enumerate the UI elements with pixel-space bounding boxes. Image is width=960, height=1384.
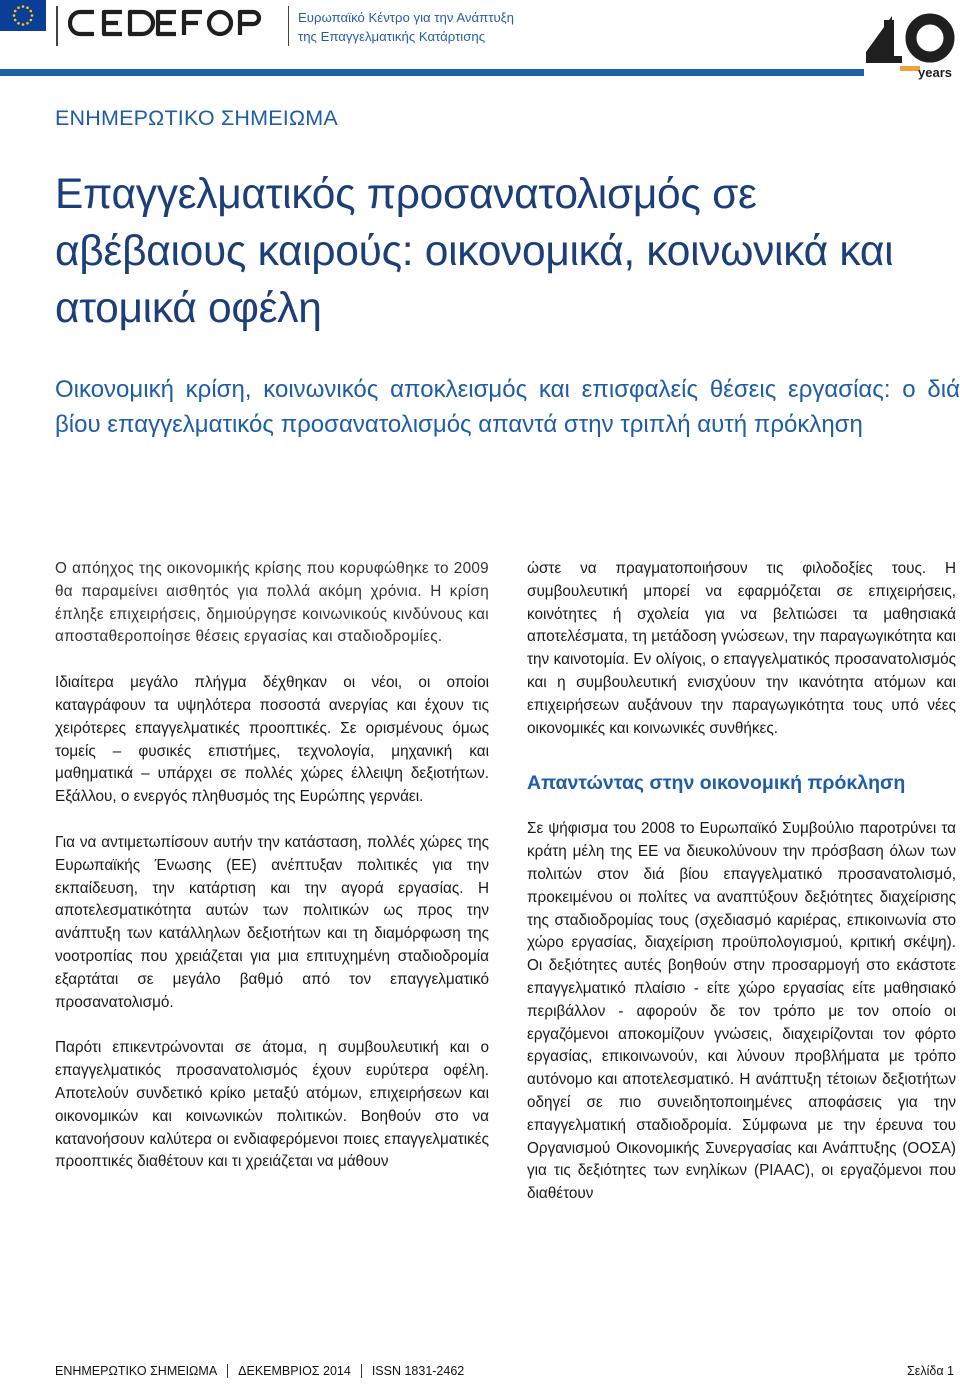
cedefop-logo [68,8,272,38]
header-bar [0,69,864,76]
body-paragraph: Για να αντιμετωπίσουν αυτήν την κατάσταση, πολλές χώρες της Ευρωπαϊκής Ένωσης (ΕΕ) ανέπτυξαν πολιτικές για την εκπαίδευση, την κατάρτιση και την αγορά εργασίας. Η αποτελεσματικότητα αυτών των πολιτικών ως προς την ανάπτυξη των κατάλληλων δεξιοτήτων και τη διαμόρφωση της νοοτροπίας που χρειάζεται για μια επιτυχημένη σταδιοδρομία εξαρτάται σε μεγάλο βαθμό από τον επαγγελματικό προσανατολισμό. [55,833,489,1011]
page-title: Επαγγελματικός προσανατολισμός σε αβέβαιους καιρούς: οικονομικά, κοινωνικά και ατομικά οφέλη [55,171,894,332]
footer-doc-type: ΕΝΗΜΕΡΩΤΙΚΟ ΣΗΜΕΙΩΜΑ [55,1364,218,1378]
left-column [55,558,489,1174]
header-divider [288,6,289,46]
footer-issn: ISSN 1831-2462 [371,1364,465,1378]
footer-divider [227,1364,228,1378]
tagline-line-1: Ευρωπαϊκό Κέντρο για την Ανάπτυξη [298,10,514,25]
page-number-value: 1 [947,1364,954,1378]
footer [55,1364,464,1378]
footer-date: ΔΕΚΕΜΒΡΙΟΣ 2014 [238,1364,351,1378]
institution-tagline [298,8,598,46]
lead-paragraph: Ο απόηχος της οικονομικής κρίσης που κορυφώθηκε το 2009 θα παραμείνει αισθητός για πολλά ακόμη χρόνια. Η κρίση έπληξε επιχειρήσεις, δημιούργησε κοινωνικούς κινδύνους και αποσταθεροποίησε θέσεις εργασίας και σταδιοδρομίες. [55,560,489,646]
page-number [907,1364,954,1378]
eu-flag-icon [0,0,46,31]
tagline-line-2: της Επαγγελματικής Κατάρτισης [298,29,486,44]
body-paragraph: Σε ψήφισμα του 2008 το Ευρωπαϊκό Συμβούλιο παροτρύνει τα κράτη μέλη της ΕΕ να διευκολύνουν την πρόσβαση όλων των πολιτών στον διά βίου επαγγελματικό προσανατολισμό, προκειμένου οι πολίτες να αναπτύξουν δεξιότητες διαχείρισης της σταδιοδρομίας τους (σχεδιασμό καριέρας, επικοινωνία στο χώρο εργασίας, διαχείριση προϋπολογισμού, κριτική σκέψη). Οι δεξιότητες αυτές βοηθούν στην προσαρμογή στο εκάστοτε επαγγελματικό πλαίσιο - είτε χώρο εργασίας είτε μαθησιακό περιβάλλον - αφορούν δε τον τρόπο με τον οποίο οι εργαζόμενοι αποκομίζουν γνώσεις, διαχειρίζονται τον φόρτο εργασίας, επικοινωνούν, και λύνουν προβλήματα με τρόπο αυτόνομο και αποτελεσματικό. Η ανάπτυξη τέτοιων δεξιοτήτων οδηγεί σε πιο συνειδητοποιημένες αποφάσεις για την επαγγελματική σταδιοδρομία. Σύμφωνα με την έρευνα του Οργανισμού Οικονομικής Συνεργασίας και Ανάπτυξης (ΟΟΣΑ) για τις δεξιότητες των ενηλίκων (PIAAC), οι εργαζόμενοι που διαθέτουν [527,820,956,1203]
header-divider [56,6,58,46]
right-column [527,558,956,1206]
badge-years-text: years [918,65,952,80]
section-heading: Απαντώντας στην οικονομική πρόκληση [527,772,906,795]
page-label: Σελίδα [907,1364,944,1378]
body-paragraph: Παρότι επικεντρώνονται σε άτομα, η συμβουλευτική και ο επαγγελματικός προσανατολισμός έχουν ευρύτερα οφέλη. Αποτελούν συνδετικό κρίκο μεταξύ ατόμων, επιχειρήσεων και οικονομικών και κοινωνικών πολιτικών. Βοηθούν στο να κατανοήσουν καλύτερα οι ενδιαφερόμενοι ποιες επαγγελματικές προοπτικές διαθέτουν και τι χρειάζεται να μάθουν [55,1039,489,1171]
footer-divider [361,1364,362,1378]
anniversary-badge [862,6,960,82]
document-type-label: ΕΝΗΜΕΡΩΤΙΚΟ ΣΗΜΕΙΩΜΑ [55,106,338,130]
page-subtitle: Οικονομική κρίση, κοινωνικός αποκλεισμός και επισφαλείς θέσεις εργασίας: ο διά βίου επαγγελματικός προσανατολισμός απαντά στην τριπλή αυτή πρόκληση [55,376,960,438]
body-paragraph: Ιδιαίτερα μεγάλο πλήγμα δέχθηκαν οι νέοι, οι οποίοι καταγράφουν τα υψηλότερα ποσοστά ανεργίας και έχουν τις χειρότερες επαγγελματικές προοπτικές. Σε ορισμένους όμως τομείς – φυσικές επιστήμες, τεχνολογία, μηχανική και μαθηματικά – υπάρχει σε πολλές χώρες έλλειψη δεξιοτήτων. Εξάλλου, ο ενεργός πληθυσμός της Ευρώπης γερνάει. [55,674,489,806]
body-paragraph: ώστε να πραγματοποιήσουν τις φιλοδοξίες τους. Η συμβουλευτική μπορεί να εφαρμόζεται σε επιχειρήσεις, κοινότητες ή σχολεία για να βελτιώσει τα μαθησιακά αποτελέσματα, τη μετάδοση γνώσεων, την παραγωγικότητα και την καινοτομία. Εν ολίγοις, ο επαγγελματικός προσανατολισμός και η συμβουλευτική ενισχύουν την ικανότητα ατόμων και επιχειρήσεων αυξάνουν την παραγωγικότητα τους υπό νέες οικονομικές και κοινωνικές συνθήκες. [527,560,956,737]
